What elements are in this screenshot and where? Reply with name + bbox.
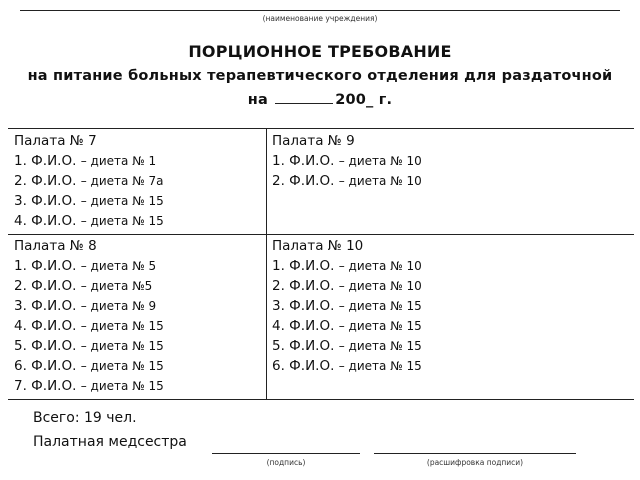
ward-7-cell [14, 131, 164, 231]
patient-entry: 6. Ф.И.О. – диета № 15 [14, 358, 164, 374]
ward-9-cell [272, 131, 422, 191]
document-subtitle: на питание больных терапевтического отделения для раздаточной [27, 68, 613, 84]
total-count: Всего: 19 чел. [33, 410, 137, 426]
patient-entry: 3. Ф.И.О. – диета № 9 [14, 298, 157, 314]
patient-entry: 2. Ф.И.О. – диета № 7а [14, 173, 164, 189]
patient-entry: 1. Ф.И.О. – диета № 1 [14, 153, 157, 169]
patient-entry: 1. Ф.И.О. – диета № 10 [272, 258, 422, 274]
patient-entry: 7. Ф.И.О. – диета № 15 [14, 378, 164, 394]
document-title: ПОРЦИОННОЕ ТРЕБОВАНИЕ [188, 42, 452, 61]
decoding-line [374, 453, 576, 454]
patient-entry: 1. Ф.И.О. – диета № 10 [272, 153, 422, 169]
ward-title: Палата № 9 [272, 133, 355, 149]
decoding-caption: (расшифровка подписи) [426, 458, 524, 467]
signature-line [212, 453, 360, 454]
patient-entry: 2. Ф.И.О. – диета № 10 [272, 278, 422, 294]
patient-entry: 3. Ф.И.О. – диета № 15 [272, 298, 422, 314]
nurse-label: Палатная медсестра [33, 434, 187, 450]
ward-10-cell [272, 236, 422, 376]
ward-8-cell [14, 236, 164, 396]
patient-entry: 4. Ф.И.О. – диета № 15 [272, 318, 422, 334]
table-divider-horizontal [8, 234, 634, 235]
patient-entry: 1. Ф.И.О. – диета № 5 [14, 258, 157, 274]
institution-line [20, 10, 620, 11]
patient-entry: 4. Ф.И.О. – диета № 15 [14, 318, 164, 334]
patient-entry: 4. Ф.И.О. – диета № 15 [14, 213, 164, 229]
ward-title: Палата № 8 [14, 238, 97, 254]
patient-entry: 5. Ф.И.О. – диета № 15 [272, 338, 422, 354]
patient-entry: 6. Ф.И.О. – диета № 15 [272, 358, 422, 374]
date-blank [275, 93, 333, 104]
patient-entry: 5. Ф.И.О. – диета № 15 [14, 338, 164, 354]
date-prefix: на [247, 92, 268, 108]
patient-entry: 3. Ф.И.О. – диета № 15 [14, 193, 164, 209]
ward-title: Палата № 7 [14, 133, 97, 149]
patient-entry: 2. Ф.И.О. – диета №5 [14, 278, 153, 294]
patient-entry: 2. Ф.И.О. – диета № 10 [272, 173, 422, 189]
table-divider-vertical [266, 129, 267, 399]
ward-title: Палата № 10 [272, 238, 364, 254]
date-year: 200_ г. [335, 92, 393, 108]
wards-table [8, 128, 634, 400]
signature-caption: (подпись) [266, 458, 306, 467]
date-line [0, 92, 640, 108]
institution-caption: (наименование учреждения) [262, 14, 378, 23]
